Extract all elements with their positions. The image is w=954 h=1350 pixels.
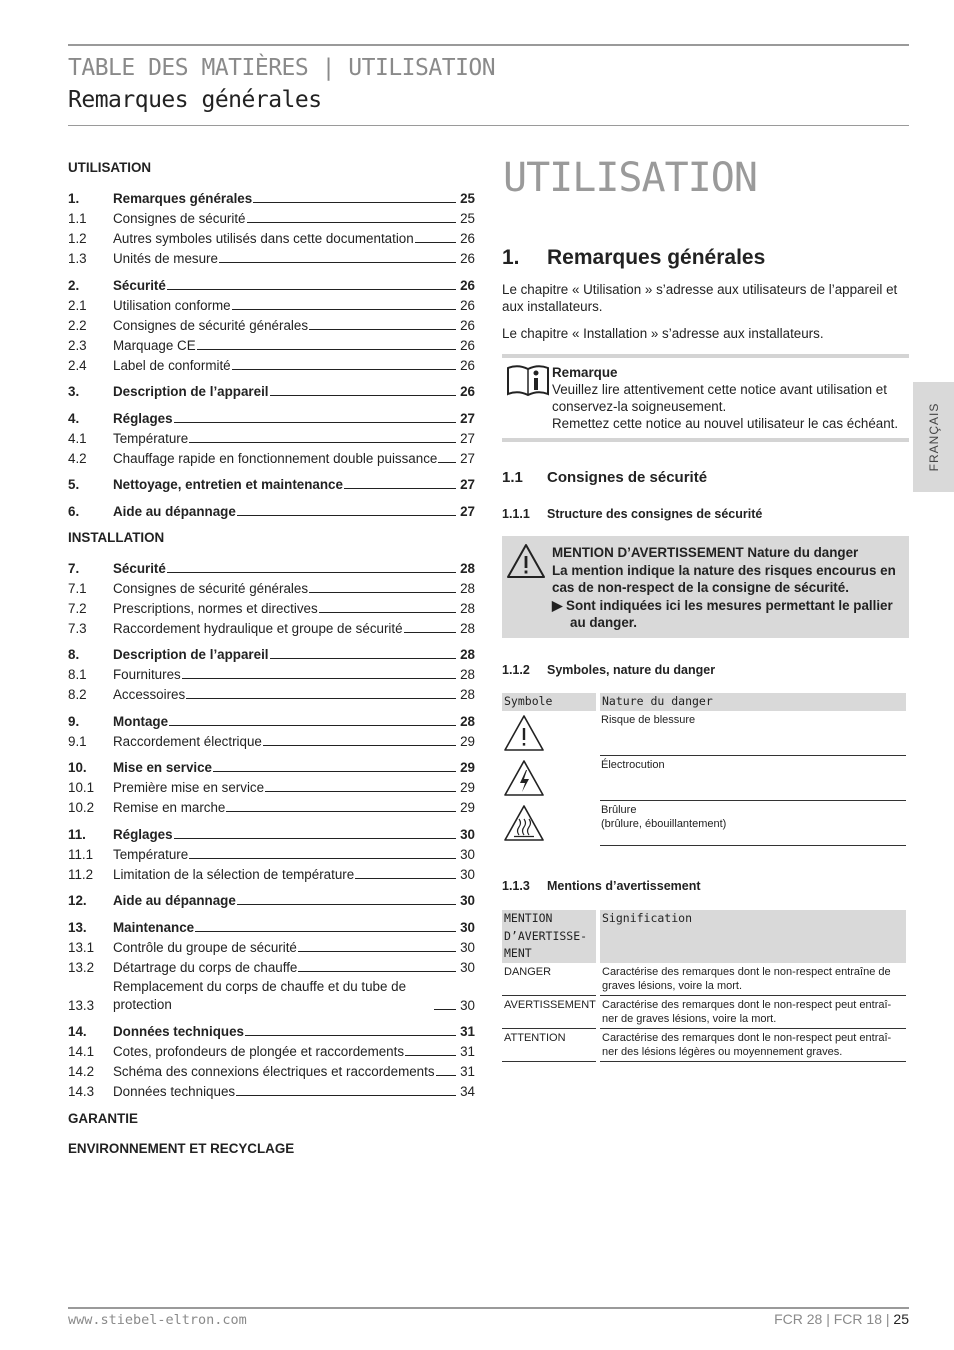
toc-entry-leader [405, 1055, 456, 1056]
toc-entry-number: 6. [68, 503, 80, 519]
toc-entry-title: Mise en service [113, 760, 213, 775]
toc-entry-leader [174, 838, 456, 839]
table-row [502, 1029, 906, 1062]
nature-cell: Brûlure (brûlure, ébouillantement) [600, 801, 906, 846]
section-number: 1.1.3 [502, 879, 530, 893]
toc-entry-title: Autres symboles utilisés dans cette documentation [113, 231, 414, 246]
toc-entry-number: 8. [68, 647, 80, 662]
warning-action: ▶ Sont indiquées ici les mesures permettant le pallier au danger. [552, 597, 893, 630]
toc-entry-title: Contrôle du groupe de sécurité [113, 939, 297, 955]
column-header-symbol: Symbole [502, 693, 596, 711]
language-tab-label: FRANÇAIS [927, 402, 941, 472]
toc-entry-number: 9.1 [68, 733, 87, 749]
toc-entry-title: Utilisation conforme [113, 297, 231, 313]
toc-entry-number: 13. [68, 919, 87, 935]
toc-entry[interactable] [68, 207, 475, 227]
header-title: TABLE DES MATIÈRES | UTILISATION [68, 55, 496, 81]
toc-entry[interactable] [68, 354, 475, 374]
toc-entry-page: 27 [460, 430, 475, 446]
toc-entry[interactable] [68, 597, 475, 617]
toc-entry[interactable] [68, 447, 475, 467]
toc-entry[interactable] [68, 796, 475, 816]
column-header-signification: Signification [600, 910, 906, 963]
symbol-table [502, 693, 906, 846]
note-line-1: Veuillez lire attentivement cette notice avant utilisation et conservez-la soigneusement. [552, 382, 887, 414]
burn-hazard-icon [503, 804, 545, 842]
column-header-nature: Nature du danger [600, 693, 906, 711]
toc-entry-leader [344, 488, 456, 489]
toc-entry-leader [298, 951, 456, 952]
book-info-icon [506, 364, 550, 398]
footer-models: FCR 28 | FCR 18 | [774, 1311, 890, 1327]
toc-entry[interactable] [68, 1040, 475, 1060]
toc-heading-garantie: GARANTIE [68, 1111, 138, 1126]
note-body [552, 364, 909, 432]
toc-entry-page: 29 [460, 800, 475, 815]
toc-entry-title: Réglages [113, 826, 173, 842]
toc-entry-page: 28 [460, 687, 475, 702]
toc-entry-title: Marquage CE [113, 337, 196, 353]
toc-entry[interactable] [68, 334, 475, 354]
toc-entry-leader [263, 745, 456, 746]
toc-entry-title: Consignes de sécurité [113, 211, 246, 226]
mention-cell: DANGER [502, 963, 596, 996]
symbol-cell [502, 801, 596, 846]
page-number: 25 [893, 1311, 909, 1327]
header-subtitle: Remarques générales [68, 87, 322, 113]
toc-entry[interactable] [68, 843, 475, 863]
toc-entry-number: 10.2 [68, 800, 95, 815]
toc-entry-number: 14. [68, 1024, 87, 1039]
toc-entry-title: Première mise en service [113, 780, 265, 795]
warning-box [502, 536, 909, 638]
section-title: Mentions d’avertissement [547, 879, 701, 893]
toc-entry-page: 26 [460, 384, 475, 399]
toc-entry[interactable] [68, 889, 475, 909]
toc-installation-list [68, 557, 475, 1101]
toc-entry-number: 12. [68, 893, 87, 908]
electrocution-icon [503, 759, 545, 797]
toc-entry-title: Limitation de la sélection de température [113, 866, 355, 882]
header-bottom-rule [68, 125, 909, 126]
toc-entry-page: 28 [460, 713, 475, 729]
section-heading-1-1-1 [502, 507, 762, 521]
table-row [502, 711, 906, 756]
toc-entry-leader [197, 349, 456, 350]
toc-entry-number: 13.2 [68, 959, 95, 975]
toc-entry-number: 7. [68, 560, 80, 576]
toc-entry-page: 27 [460, 410, 475, 426]
toc-entry-page: 26 [460, 231, 475, 246]
toc-entry-leader [436, 1075, 456, 1076]
toc-entry[interactable] [68, 663, 475, 683]
toc-entry-title: Données techniques [113, 1024, 244, 1039]
toc-entry-title: Fournitures [113, 667, 181, 682]
meaning-cell: Caractérise des remarques dont le non-respect peut entraî-ner des lésions légères ou moyennement graves. [600, 1029, 906, 1062]
toc-entry[interactable] [68, 936, 475, 956]
toc-entry-page: 28 [460, 620, 475, 636]
toc-entry-number: 2.4 [68, 357, 87, 373]
section-number: 1.1.2 [502, 663, 530, 677]
toc-entry-title: Description de l’appareil [113, 384, 269, 399]
toc-entry-number: 11. [68, 826, 86, 842]
toc-entry[interactable] [68, 407, 475, 427]
section-heading-1 [502, 246, 765, 270]
toc-entry[interactable] [68, 617, 475, 637]
toc-entry-title: Sécurité [113, 277, 166, 293]
toc-entry-leader [309, 329, 456, 330]
toc-entry-leader [270, 658, 456, 659]
section-title: Remarques générales [547, 246, 766, 269]
toc-entry-page: 27 [460, 477, 475, 492]
toc-entry-number: 4. [68, 410, 80, 426]
toc-entry[interactable] [68, 756, 475, 776]
toc-heading-installation: INSTALLATION [68, 529, 165, 545]
toc-entry-leader [167, 289, 456, 290]
symbol-cell [502, 756, 596, 801]
toc-entry-title: Remarques générales [113, 191, 253, 206]
toc-entry-title: Consignes de sécurité générales [113, 580, 309, 596]
toc-entry-number: 13.3 [68, 997, 95, 1013]
chapter-title: UTILISATION [503, 155, 757, 201]
note-box [502, 354, 909, 442]
table-of-contents [68, 160, 475, 1168]
toc-entry-number: 8.2 [68, 687, 87, 702]
table-row [502, 963, 906, 996]
toc-entry[interactable] [68, 976, 475, 1014]
toc-entry[interactable] [68, 577, 475, 597]
table-row [502, 756, 906, 801]
toc-entry-page: 31 [460, 1044, 475, 1059]
toc-entry-title: Aide au dépannage [113, 893, 236, 908]
toc-entry-title: Sécurité [113, 560, 166, 576]
toc-entry-title: Description de l’appareil [113, 647, 269, 662]
toc-entry-number: 8.1 [68, 667, 87, 682]
toc-entry-page: 28 [460, 647, 475, 662]
toc-entry-number: 5. [68, 477, 80, 492]
toc-entry-page: 30 [460, 997, 475, 1013]
toc-entry-leader [236, 1095, 456, 1096]
toc-entry-leader [253, 202, 456, 203]
toc-entry-page: 26 [460, 297, 475, 313]
toc-entry-page: 26 [460, 251, 475, 266]
section-title: Symboles, nature du danger [547, 663, 716, 677]
toc-entry-number: 2.3 [68, 337, 87, 353]
toc-entry-number: 2.2 [68, 317, 87, 333]
toc-entry[interactable] [68, 956, 475, 976]
toc-entry-page: 34 [460, 1084, 475, 1099]
toc-entry-title: Remplacement du corps de chauffe et du tube de protection [113, 978, 407, 1012]
section-number: 1.1.1 [502, 507, 530, 521]
toc-entry-leader [247, 222, 457, 223]
toc-entry-page: 28 [460, 667, 475, 682]
toc-entry-number: 4.1 [68, 430, 87, 446]
toc-entry-leader [270, 395, 456, 396]
toc-entry-page: 29 [460, 760, 475, 775]
toc-entry-leader [319, 612, 456, 613]
toc-entry-title: Température [113, 430, 189, 446]
toc-entry-number: 7.3 [68, 620, 87, 636]
toc-entry-number: 2. [68, 277, 80, 293]
section-heading-1-1 [502, 469, 707, 486]
toc-entry-number: 10.1 [68, 780, 95, 795]
header-top-rule [68, 44, 909, 46]
table-row [502, 801, 906, 846]
toc-entry-page: 26 [460, 317, 475, 333]
warning-body [552, 544, 907, 632]
toc-entry-title: Cotes, profondeurs de plongée et raccordements [113, 1044, 405, 1059]
section-number: 1.1 [502, 469, 523, 486]
toc-entry-page: 29 [460, 733, 475, 749]
toc-entry[interactable] [68, 730, 475, 750]
toc-entry-leader [237, 515, 456, 516]
toc-heading-utilisation: UTILISATION [68, 160, 152, 175]
toc-entry-page: 30 [460, 866, 475, 882]
intro-paragraph-1: Le chapitre « Utilisation » s’adresse aux utilisateurs de l’appareil et aux installateurs. [502, 282, 898, 314]
intro-paragraph-2: Le chapitre « Installation » s’adresse aux installateurs. [502, 326, 824, 341]
toc-entry[interactable] [68, 227, 475, 247]
section-number: 1. [502, 246, 520, 269]
toc-entry-page: 28 [460, 580, 475, 596]
toc-entry-number: 3. [68, 384, 80, 399]
toc-entry-title: Raccordement électrique [113, 733, 262, 749]
warning-text: La mention indique la nature des risques encourus en cas de non-respect de la consigne de sécurité. [552, 562, 896, 595]
toc-entry-page: 30 [460, 919, 475, 935]
toc-entry[interactable] [68, 1020, 475, 1040]
toc-entry-leader [213, 771, 456, 772]
symbol-table-header [502, 693, 906, 711]
table-row [502, 996, 906, 1029]
toc-heading-environnement: ENVIRONNEMENT ET RECYCLAGE [68, 1141, 295, 1156]
toc-entry-page: 26 [460, 337, 475, 353]
toc-entry-page: 25 [460, 191, 475, 206]
toc-entry-leader [195, 931, 456, 932]
toc-entry-title: Raccordement hydraulique et groupe de sécurité [113, 620, 403, 636]
toc-entry-title: Schéma des connexions électriques et raccordements [113, 1064, 435, 1079]
toc-entry-leader [309, 592, 456, 593]
toc-entry-leader [298, 971, 456, 972]
toc-entry-title: Réglages [113, 410, 173, 426]
toc-entry[interactable] [68, 1060, 475, 1080]
section-title: Consignes de sécurité [547, 469, 708, 486]
toc-entry[interactable] [68, 643, 475, 663]
toc-entry[interactable] [68, 380, 475, 400]
section-title: Structure des consignes de sécurité [547, 507, 763, 521]
toc-entry-page: 30 [460, 846, 475, 862]
toc-entry-leader [189, 858, 456, 859]
toc-entry-page: 27 [460, 450, 475, 466]
toc-entry-number: 1.1 [68, 211, 87, 226]
toc-entry-number: 11.1 [68, 846, 94, 862]
toc-entry-number: 14.2 [68, 1064, 95, 1079]
toc-entry-title: Accessoires [113, 687, 186, 702]
toc-entry-leader [226, 811, 456, 812]
toc-entry-title: Détartrage du corps de chauffe [113, 959, 298, 975]
mention-cell: ATTENTION [502, 1029, 596, 1062]
toc-entry-page: 30 [460, 959, 475, 975]
toc-entry[interactable] [68, 776, 475, 796]
toc-entry-page: 31 [460, 1024, 475, 1039]
toc-entry[interactable] [68, 187, 475, 207]
toc-entry-leader [438, 462, 456, 463]
toc-entry-leader [219, 262, 456, 263]
toc-entry-number: 1.2 [68, 231, 87, 246]
toc-entry-number: 11.2 [68, 866, 94, 882]
warning-title: MENTION D’AVERTISSEMENT Nature du danger [552, 545, 859, 560]
mention-table [502, 910, 906, 1062]
toc-entry-number: 1.3 [68, 251, 87, 266]
toc-entry-title: Données techniques [113, 1084, 236, 1099]
toc-entry-leader [189, 442, 456, 443]
toc-entry-page: 30 [460, 893, 475, 908]
toc-entry-leader [415, 242, 456, 243]
toc-entry-page: 28 [460, 560, 475, 576]
toc-entry-leader [182, 678, 456, 679]
toc-entry[interactable] [68, 314, 475, 334]
toc-entry[interactable] [68, 427, 475, 447]
toc-entry-page: 29 [460, 780, 475, 795]
toc-entry-leader [232, 369, 456, 370]
toc-entry[interactable] [68, 500, 475, 520]
footer-page-info [774, 1311, 909, 1327]
toc-entry-leader [174, 422, 456, 423]
toc-entry-title: Nettoyage, entretien et maintenance [113, 477, 343, 492]
toc-entry-number: 10. [68, 760, 87, 775]
toc-entry-page: 26 [460, 277, 475, 293]
symbol-cell [502, 711, 596, 756]
toc-entry-page: 30 [460, 939, 475, 955]
toc-entry-title: Maintenance [113, 919, 195, 935]
toc-entry[interactable] [68, 557, 475, 577]
toc-entry-leader [245, 1035, 456, 1036]
toc-entry-leader [404, 632, 456, 633]
toc-entry-number: 7.2 [68, 600, 87, 616]
toc-entry[interactable] [68, 274, 475, 294]
toc-entry-title: Consignes de sécurité générales [113, 317, 309, 333]
toc-entry[interactable] [68, 710, 475, 730]
section-heading-1-1-3 [502, 879, 701, 893]
toc-entry-page: 25 [460, 211, 475, 226]
toc-entry-leader [169, 725, 456, 726]
note-line-2: Remettez cette notice au nouvel utilisateur le cas échéant. [552, 416, 899, 431]
column-header-mention: MENTION D’AVERTISSE-MENT [502, 910, 596, 963]
language-tab [913, 382, 954, 492]
toc-entry[interactable] [68, 473, 475, 493]
toc-utilisation-list [68, 187, 475, 520]
toc-entry-leader [167, 572, 456, 573]
toc-entry-leader [265, 791, 456, 792]
footer-url: www.stiebel-eltron.com [68, 1312, 247, 1328]
toc-entry-number: 4.2 [68, 450, 87, 466]
warning-triangle-icon [503, 714, 545, 752]
toc-entry[interactable] [68, 294, 475, 314]
toc-entry-title: Température [113, 846, 189, 862]
toc-entry-title: Prescriptions, normes et directives [113, 600, 318, 616]
nature-cell: Électrocution [600, 756, 906, 801]
toc-entry-title: Unités de mesure [113, 251, 218, 266]
toc-entry[interactable] [68, 916, 475, 936]
toc-entry-title: Montage [113, 713, 169, 729]
toc-entry-leader [232, 309, 456, 310]
toc-entry-page: 27 [460, 503, 475, 519]
toc-entry-number: 7.1 [68, 580, 87, 596]
note-title: Remarque [552, 365, 618, 380]
section-heading-1-1-2 [502, 663, 715, 677]
toc-entry-leader [434, 1009, 456, 1010]
toc-entry-number: 14.3 [68, 1084, 95, 1099]
toc-entry-leader [355, 878, 456, 879]
toc-entry-title: Aide au dépannage [113, 503, 236, 519]
toc-entry[interactable] [68, 683, 475, 703]
toc-entry-leader [237, 904, 456, 905]
toc-entry-page: 26 [460, 357, 475, 373]
toc-entry[interactable] [68, 247, 475, 267]
toc-entry-number: 2.1 [68, 297, 87, 313]
nature-cell: Risque de blessure [600, 711, 906, 756]
mention-cell: AVERTISSEMENT [502, 996, 596, 1029]
toc-entry-title: Chauffage rapide en fonctionnement double puissance [113, 450, 438, 466]
toc-entry-number: 13.1 [68, 939, 95, 955]
toc-entry-page: 28 [460, 600, 475, 616]
mention-table-header [502, 910, 906, 963]
toc-entry-number: 9. [68, 713, 80, 729]
meaning-cell: Caractérise des remarques dont le non-respect peut entraî-ner de graves lésions, voire la mort. [600, 996, 906, 1029]
toc-entry[interactable] [68, 1080, 475, 1100]
note-bottom-bar [502, 438, 909, 442]
toc-entry-number: 14.1 [68, 1044, 95, 1059]
toc-entry-title: Label de conformité [113, 357, 231, 373]
footer-rule [68, 1307, 909, 1309]
toc-entry-page: 31 [460, 1064, 475, 1079]
toc-entry-page: 30 [460, 826, 475, 842]
toc-entry-title: Remise en marche [113, 800, 226, 815]
toc-entry-leader [186, 698, 456, 699]
warning-triangle-icon [506, 542, 546, 580]
toc-entry[interactable] [68, 863, 475, 883]
meaning-cell: Caractérise des remarques dont le non-respect entraîne de graves lésions, voire la mort. [600, 963, 906, 996]
toc-entry[interactable] [68, 823, 475, 843]
note-top-bar [502, 354, 909, 358]
toc-entry-number: 1. [68, 191, 80, 206]
